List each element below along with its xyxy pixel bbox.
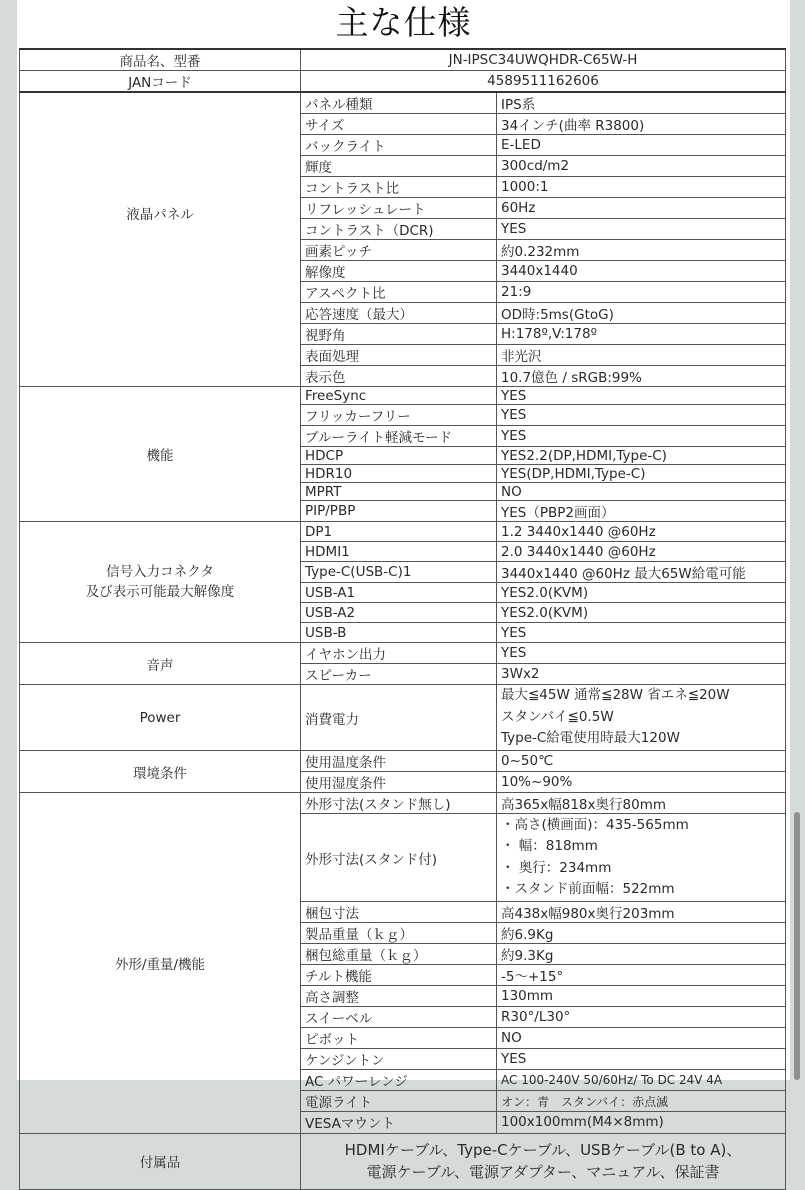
row-value: YES(DP,HDMI,Type-C)	[497, 465, 786, 483]
category-features: 機能	[20, 387, 301, 522]
row-label: VESAマウント	[301, 1112, 497, 1134]
power-line: スタンバイ≦0.5W	[501, 708, 614, 725]
scrollbar-thumb[interactable]	[794, 812, 800, 1080]
row-label: USB-A1	[301, 583, 497, 603]
row-label: イヤホン出力	[301, 643, 497, 664]
row-value: E-LED	[497, 135, 786, 156]
row-value: 34インチ(曲率 R3800)	[497, 114, 786, 135]
row-value: -5～+15°	[497, 965, 786, 986]
category-inputs	[20, 522, 301, 643]
row-label: アスペクト比	[301, 282, 497, 303]
row-label: 視野角	[301, 324, 497, 345]
table-row	[20, 751, 786, 772]
row-value: R30°/L30°	[497, 1007, 786, 1028]
row-label: バックライト	[301, 135, 497, 156]
row-label: 梱包寸法	[301, 902, 497, 923]
row-label: 消費電力	[301, 685, 497, 751]
row-value: AC 100-240V 50/60Hz/ To DC 24V 4A	[497, 1070, 786, 1091]
row-label: HDCP	[301, 447, 497, 465]
label-jan: JANコード	[20, 71, 301, 93]
row-label: USB-B	[301, 623, 497, 643]
row-label: DP1	[301, 522, 497, 542]
row-value: 3440x1440	[497, 261, 786, 282]
row-value: 300cd/m2	[497, 156, 786, 177]
row-value: 約6.9Kg	[497, 923, 786, 944]
power-consumption-value	[497, 685, 786, 751]
row-label: PIP/PBP	[301, 501, 497, 522]
row-value: NO	[497, 1028, 786, 1049]
row-value: YES2.2(DP,HDMI,Type-C)	[497, 447, 786, 465]
row-label: AC パワーレンジ	[301, 1070, 497, 1091]
row-label: HDMI1	[301, 542, 497, 562]
table-row-accessories	[20, 1133, 786, 1189]
value-jan: 4589511162606	[301, 71, 786, 93]
table-row	[20, 387, 786, 405]
row-value: H:178º,V:178º	[497, 324, 786, 345]
dimension-line: ・ 奥行：234mm	[501, 859, 612, 876]
row-value: OD時:5ms(GtoG)	[497, 303, 786, 324]
row-label: 外形寸法(スタンド付)	[301, 814, 497, 902]
row-label: FreeSync	[301, 387, 497, 405]
row-value: YES	[497, 623, 786, 643]
row-label: 応答速度（最大）	[301, 303, 497, 324]
row-label: ピボット	[301, 1028, 497, 1049]
row-label: 電源ライト	[301, 1091, 497, 1112]
row-value: 高438x幅980x奥行203mm	[497, 902, 786, 923]
row-label: フリッカーフリー	[301, 405, 497, 426]
row-value: 2.0 3440x1440 @60Hz	[497, 542, 786, 562]
row-label: サイズ	[301, 114, 497, 135]
category-physical: 外形/重量/機能	[20, 793, 301, 1134]
row-label: コントラスト比	[301, 177, 497, 198]
row-value: 1000:1	[497, 177, 786, 198]
table-row	[20, 92, 786, 114]
category-power: Power	[20, 685, 301, 751]
row-label: パネル種類	[301, 92, 497, 114]
row-value: 非光沢	[497, 345, 786, 366]
row-label: 画素ピッチ	[301, 240, 497, 261]
row-value: 1.2 3440x1440 @60Hz	[497, 522, 786, 542]
row-value: 3Wx2	[497, 664, 786, 685]
row-label: チルト機能	[301, 965, 497, 986]
row-label: 表面処理	[301, 345, 497, 366]
row-value: 3440x1440 @60Hz 最大65W給電可能	[497, 562, 786, 583]
row-label: リフレッシュレート	[301, 198, 497, 219]
row-value: YES	[497, 405, 786, 426]
accessories-line: 電源ケーブル、電源アダプター、マニュアル、保証書	[366, 1163, 720, 1181]
value-model: JN-IPSC34UWQHDR-C65W-H	[301, 49, 786, 71]
row-value: 0~50℃	[497, 751, 786, 772]
row-label: 外形寸法(スタンド無し)	[301, 793, 497, 814]
row-value: YES	[497, 426, 786, 447]
page-title: 主な仕様	[335, 3, 472, 42]
label-model: 商品名、型番	[20, 49, 301, 71]
row-value: 21:9	[497, 282, 786, 303]
row-value: 高365x幅818x奥行80mm	[497, 793, 786, 814]
row-label: 梱包総重量（ｋｇ）	[301, 944, 497, 965]
row-label: スピーカー	[301, 664, 497, 685]
table-row-power	[20, 685, 786, 751]
dimension-line: ・高さ(横画面)：435-565mm	[501, 816, 689, 833]
row-label: スイーベル	[301, 1007, 497, 1028]
row-label: Type-C(USB-C)1	[301, 562, 497, 583]
category-inputs-line2: 及び表示可能最大解像度	[85, 584, 235, 600]
row-value: YES2.0(KVM)	[497, 583, 786, 603]
table-row-jan	[20, 71, 786, 93]
table-row	[20, 793, 786, 814]
row-value: 10%~90%	[497, 772, 786, 793]
row-label: ケンジントン	[301, 1049, 497, 1070]
accessories-line: HDMIケーブル、Type-Cケーブル、USBケーブル(B to A)、	[344, 1141, 742, 1159]
row-label: 輝度	[301, 156, 497, 177]
category-environment: 環境条件	[20, 751, 301, 793]
row-value: YES	[497, 219, 786, 240]
row-value: YES	[497, 643, 786, 664]
row-label: ブルーライト軽減モード	[301, 426, 497, 447]
row-label: 解像度	[301, 261, 497, 282]
spec-table	[19, 48, 786, 1190]
row-value: オン：青 スタンバイ：赤点滅	[497, 1091, 786, 1112]
with-stand-value	[497, 814, 786, 902]
row-label: MPRT	[301, 483, 497, 501]
row-value: YES	[497, 1049, 786, 1070]
row-value: YES（PBP2画面）	[497, 501, 786, 522]
power-line: 最大≦45W 通常≦28W 省エネ≦20W	[501, 687, 730, 704]
category-accessories: 付属品	[20, 1133, 301, 1189]
row-value: 100x100mm(M4×8mm)	[497, 1112, 786, 1134]
accessories-value	[301, 1133, 786, 1189]
table-row-model	[20, 49, 786, 71]
power-line: Type-C給電使用時最大120W	[501, 730, 680, 747]
row-value: 約9.3Kg	[497, 944, 786, 965]
dimension-line: ・ 幅：818mm	[501, 838, 598, 854]
category-panel: 液晶パネル	[20, 92, 301, 387]
dimension-line: ・スタンド前面幅：522mm	[501, 881, 675, 897]
table-row	[20, 643, 786, 664]
table-row	[20, 522, 786, 542]
row-label: 表示色	[301, 366, 497, 387]
spec-page	[17, 0, 790, 1181]
row-label: 使用湿度条件	[301, 772, 497, 793]
row-label: USB-A2	[301, 603, 497, 623]
row-label: 使用温度条件	[301, 751, 497, 772]
row-label: 製品重量（ｋｇ）	[301, 923, 497, 944]
row-value: 10.7億色 / sRGB:99%	[497, 366, 786, 387]
row-value: 60Hz	[497, 198, 786, 219]
row-value: 約0.232mm	[497, 240, 786, 261]
row-value: 130mm	[497, 986, 786, 1007]
row-value: YES2.0(KVM)	[497, 603, 786, 623]
row-value: IPS系	[497, 92, 786, 114]
row-label: HDR10	[301, 465, 497, 483]
row-label: コントラスト（DCR)	[301, 219, 497, 240]
row-value: YES	[497, 387, 786, 405]
category-audio: 音声	[20, 643, 301, 685]
row-label: 高さ調整	[301, 986, 497, 1007]
vertical-scrollbar[interactable]	[790, 0, 805, 1080]
category-inputs-line1: 信号入力コネクタ	[106, 564, 214, 580]
row-value: NO	[497, 483, 786, 501]
